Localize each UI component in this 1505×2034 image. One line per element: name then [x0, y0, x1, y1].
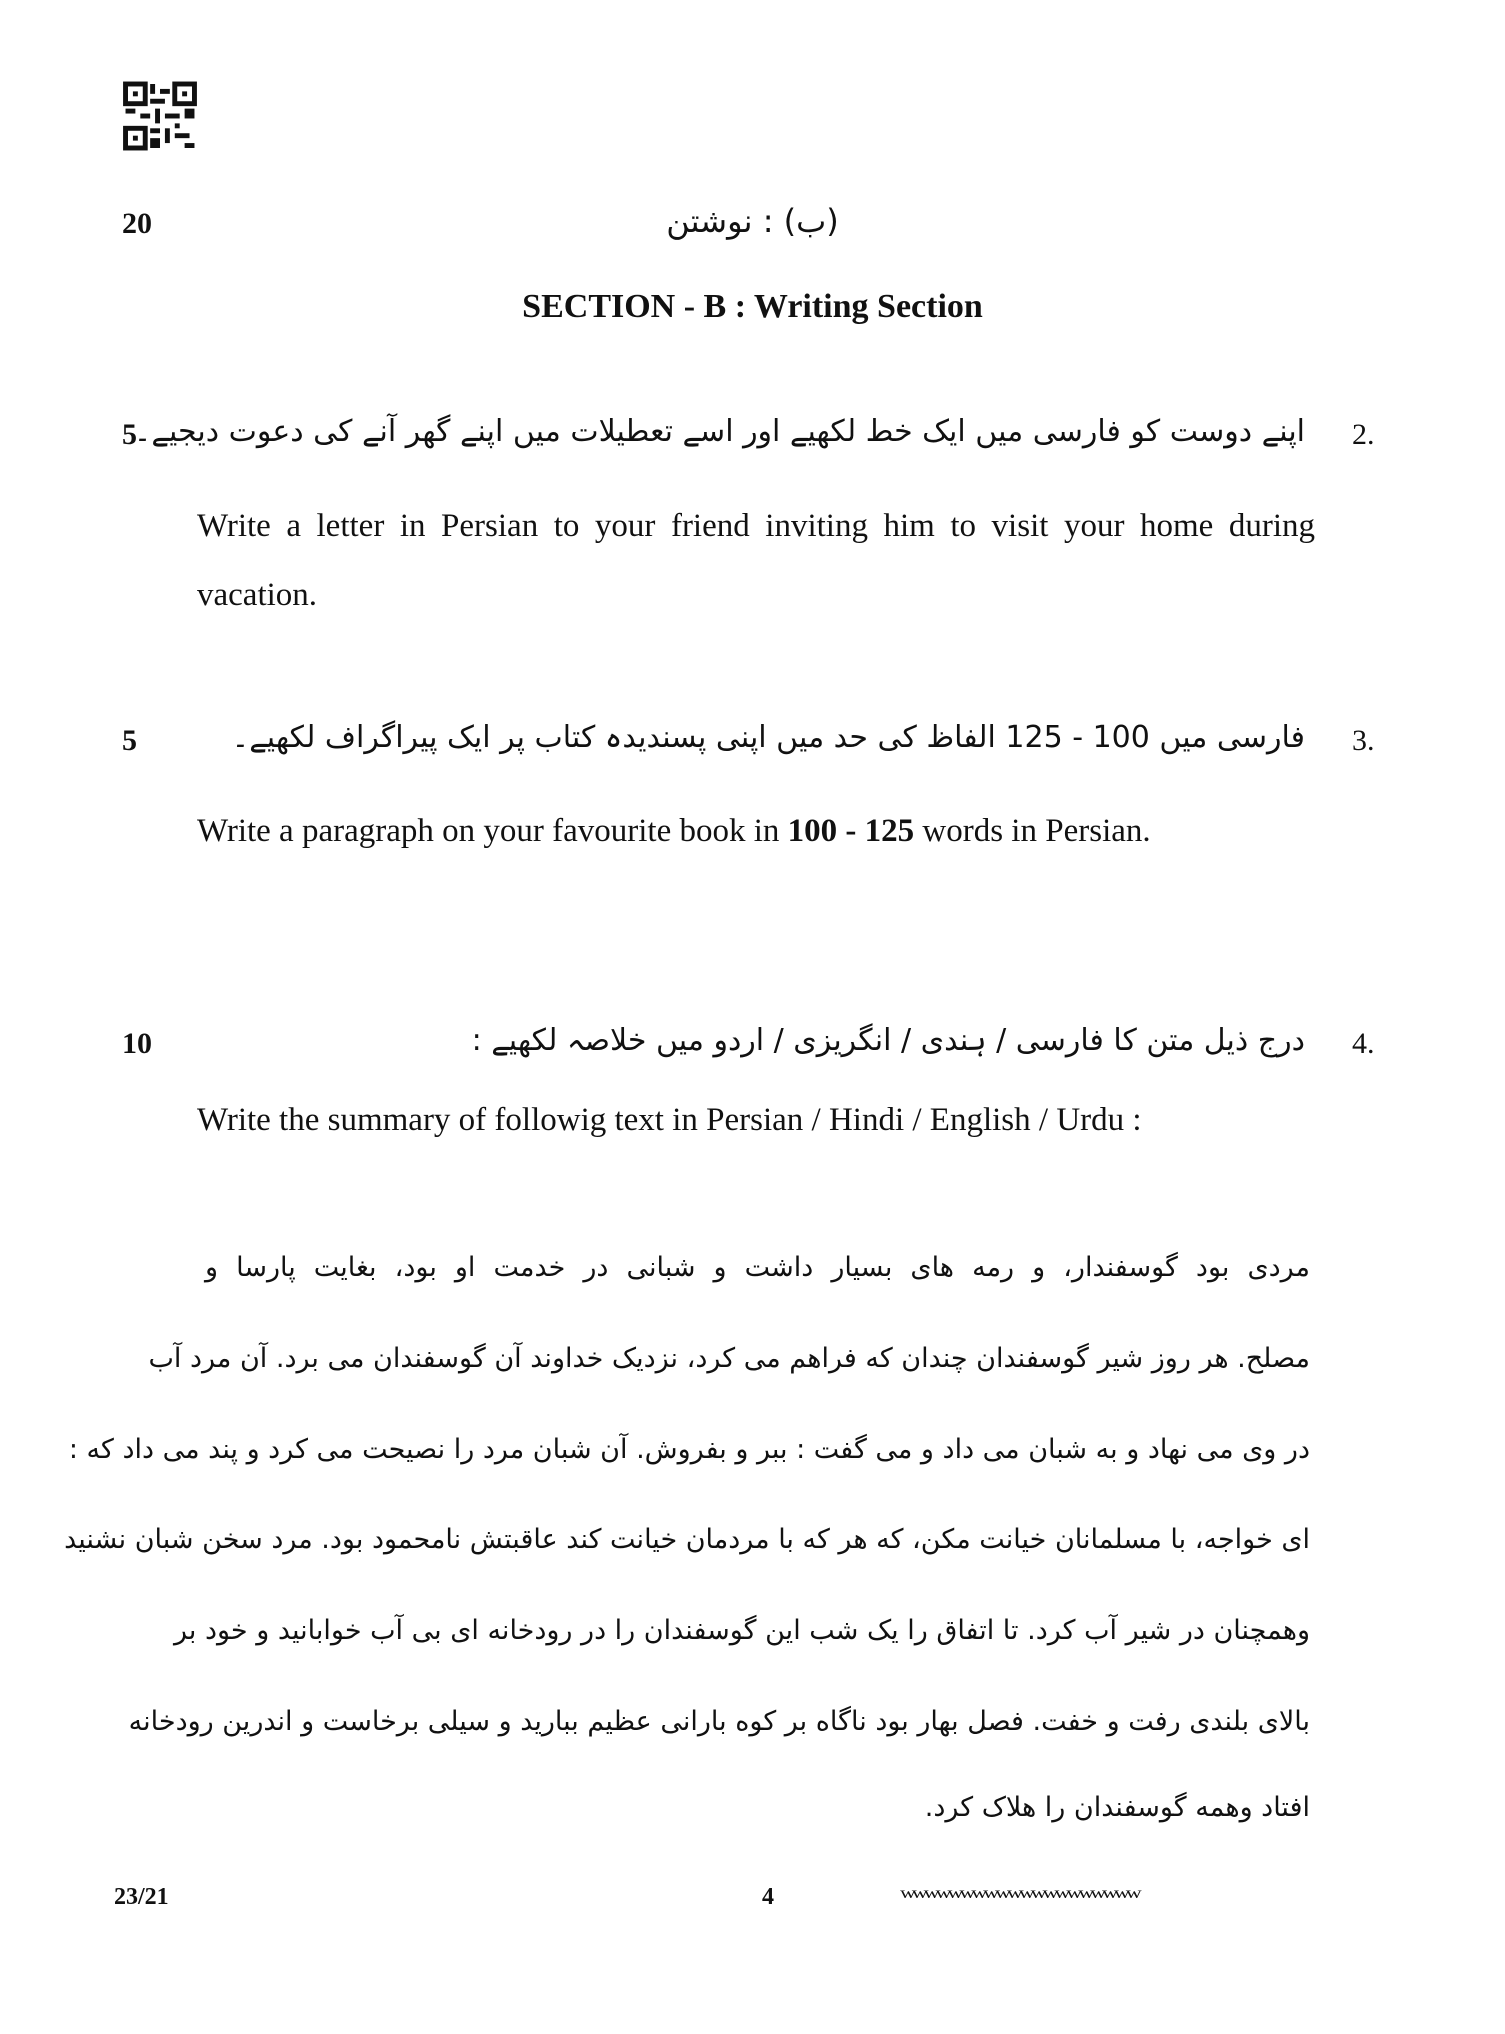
question-2-urdu: اپنے دوست کو فارسی میں ایک خط لکھیے اور اسے تعطیلات میں اپنے گھر آنے کی دعوت دیجیے۔	[133, 414, 1305, 449]
question-2-english-line-1: Write a letter in Persian to your friend inviting him to visit your	[197, 508, 1125, 544]
question-3-marks: 5	[122, 724, 137, 757]
question-4-english-line-1: Write the summary of followig text in Persian / Hindi / English /	[197, 1102, 1049, 1138]
question-4-marks: 10	[122, 1027, 152, 1060]
passage-line: بالای بلندی رفت و خفت. فصل بهار بود ناگاه بر کوه بارانی عظیم ببارید و سیلی برخاست و اندرین رودخانه	[128, 1706, 1310, 1737]
question-3-english-text: Write a paragraph on your favourite book in	[197, 813, 788, 849]
question-2-marks: 5	[122, 418, 137, 451]
wave-line: wwwwwwwwwwwwwwwwwwww	[900, 1883, 1138, 1902]
question-4-urdu: درج ذیل متن کا فارسی / ہندی / انگریزی / اردو میں خلاصہ لکھیے :	[471, 1023, 1305, 1058]
passage-line: وهمچنان در شیر آب کرد. تا اتفاق را یک شب این گوسفندان را در رودخانه ای بی آب خوابانید و خود بر	[173, 1615, 1310, 1646]
passage-line: افتاد وهمه گوسفندان را هلاک کرد.	[924, 1792, 1310, 1823]
section-title-urdu: (ب) : نوشتن	[666, 202, 839, 240]
page-number: 4	[762, 1884, 774, 1910]
section-total-marks: 20	[122, 207, 152, 240]
question-4-number: 4.	[1352, 1027, 1375, 1060]
question-3-number: 3.	[1352, 724, 1375, 757]
paper-code: 23/21	[114, 1884, 169, 1910]
qr-code-icon	[125, 84, 195, 148]
passage-line: در وی می نهاد و به شبان می داد و می گفت : ببر و بفروش. آن شبان مرد را نصیحت می کرد و پند می داد که :	[68, 1434, 1310, 1465]
section-title: SECTION - B : Writing Section	[522, 288, 983, 325]
question-3-english	[197, 797, 1315, 866]
question-4-english	[197, 1086, 1315, 1155]
question-2-english-line-2: home during vacation.	[197, 508, 1315, 613]
question-3-english-line-2: Persian.	[1045, 813, 1151, 849]
question-2-number: 2.	[1352, 418, 1375, 451]
passage-line: مصلح. هر روز شیر گوسفندان چندان که فراهم می کرد، نزدیک خداوند آن گوسفندان می برد. آن مرد آب	[148, 1343, 1310, 1374]
passage-line: مردی بود گوسفندار، و رمه های بسیار داشت و شبانی در خدمت او بود، بغایت پارسا و	[205, 1252, 1310, 1283]
question-3-word-range: 100 - 125	[787, 813, 915, 849]
question-4-english-line-2: Urdu :	[1056, 1102, 1142, 1138]
question-3-urdu: فارسی میں 100 - 125 الفاظ کی حد میں اپنی پسندیدہ کتاب پر ایک پیراگراف لکھیے۔	[231, 720, 1305, 755]
passage-line: ای خواجه، با مسلمانان خیانت مکن، که هر که با مردمان خیانت کند عاقبتش نامحمود بود. مرد سخن شبان نشنید	[64, 1524, 1310, 1555]
question-2-english	[197, 492, 1315, 630]
question-3-english-text-end: words in	[914, 813, 1037, 849]
